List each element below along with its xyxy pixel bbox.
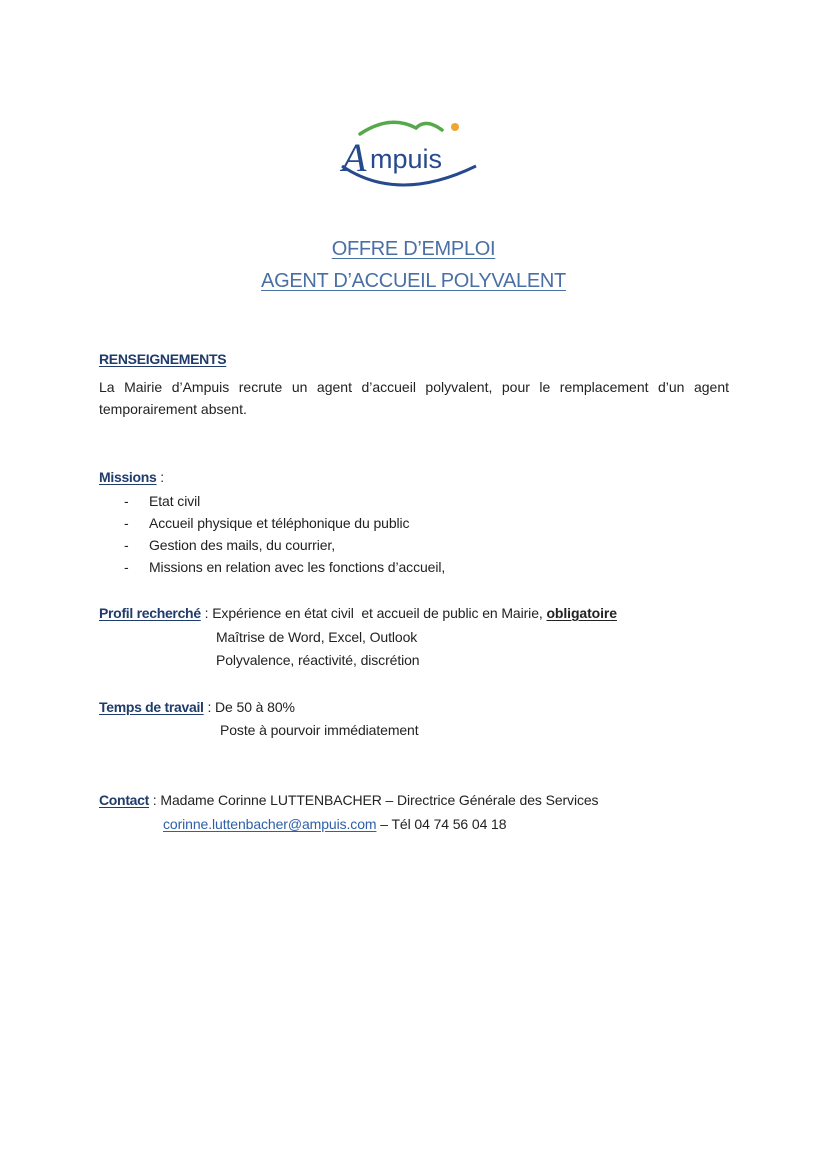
missions-suffix: : [156,469,165,485]
list-item-label: Accueil physique et téléphonique du public [149,515,410,531]
temps-line1 [99,699,295,715]
temps-text-2: Poste à pourvoir immédiatement [220,722,419,738]
bullet-dash: - [124,515,129,531]
bullet-dash: - [124,559,129,575]
missions-heading: Missions [99,469,157,485]
profil-text-1: Expérience en état civil et accueil de public en Mairie, [212,605,547,621]
contact-email-link[interactable]: corinne.luttenbacher@ampuis.com [163,816,377,832]
contact-heading: Contact [99,792,150,808]
ampuis-logo [338,116,480,196]
logo-wordmark: mpuis [370,144,443,174]
contact-phone: – Tél 04 74 56 04 18 [376,816,507,832]
profil-separator: : [200,605,213,621]
temps-heading: Temps de travail [99,699,204,715]
profil-text-3: Polyvalence, réactivité, discrétion [216,652,420,668]
contact-line2 [163,816,506,832]
renseignements-heading: RENSEIGNEMENTS [99,351,227,367]
list-item-label: Etat civil [149,493,201,509]
renseignements-text: La Mairie d’Ampuis recrute un agent d’accueil polyvalent, pour le remplacement d’un agent temporairement absent. [99,379,729,417]
missions-heading-line [99,469,164,485]
list-item-label: Gestion des mails, du courrier, [149,537,335,553]
sun-shape [451,123,459,131]
profil-heading: Profil recherché [99,605,201,621]
bullet-dash: - [124,537,129,553]
contact-name: Madame Corinne LUTTENBACHER – Directrice Générale des Services [160,792,599,808]
profil-text-2: Maîtrise de Word, Excel, Outlook [216,629,418,645]
contact-separator: : [149,792,161,808]
page-title-line1: OFFRE D’EMPLOI [331,238,496,260]
page-title-line2: AGENT D’ACCUEIL POLYVALENT [261,270,566,292]
hill-shape [360,122,442,134]
temps-text-1: De 50 à 80% [215,699,295,715]
profil-obligatoire: obligatoire [546,605,617,621]
profil-line1 [99,605,617,621]
bullet-dash: - [124,493,129,509]
list-item-label: Missions en relation avec les fonctions d’accueil, [149,559,446,575]
ampuis-logo-graphic [338,116,480,196]
temps-separator: : [203,699,216,715]
logo-initial: A [342,135,367,180]
contact-line1 [99,792,598,808]
